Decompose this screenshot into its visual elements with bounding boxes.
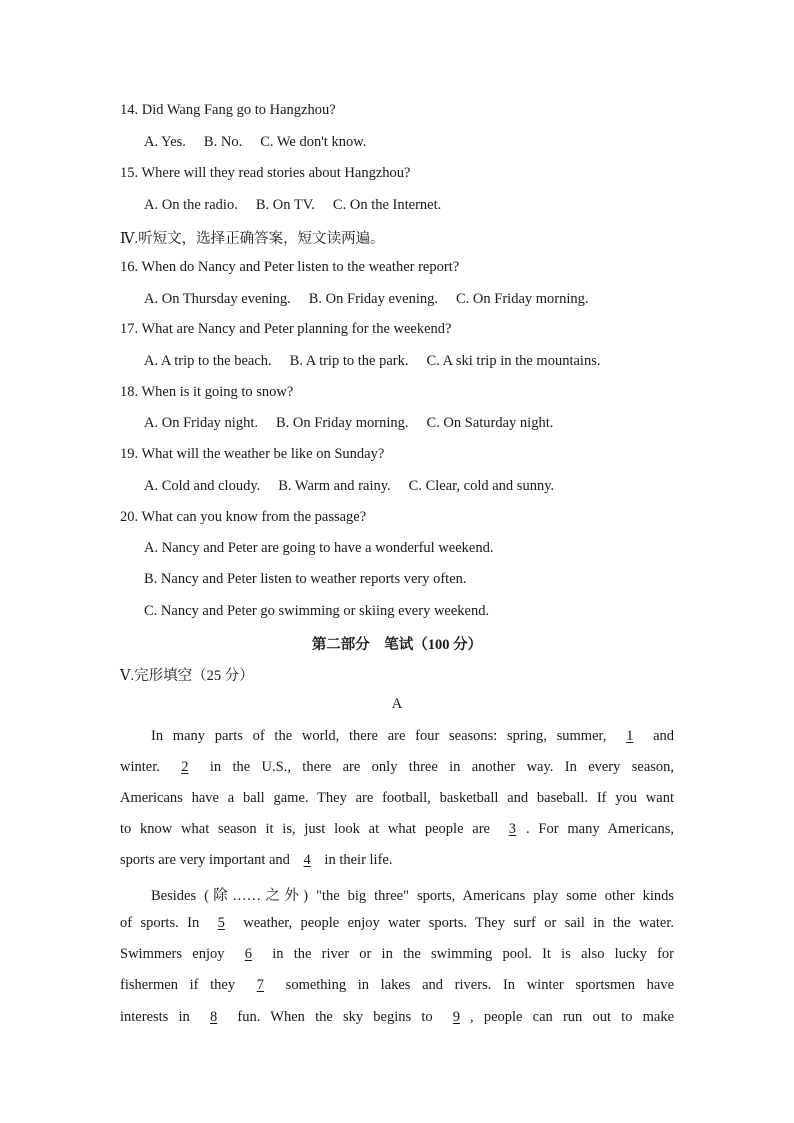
passage-label: A (391, 696, 403, 712)
blank-7[interactable]: 7 (256, 977, 265, 993)
question-20-option-a[interactable]: A. Nancy and Peter are going to have a wonderful weekend. (144, 540, 494, 556)
option-a[interactable]: A. On Thursday evening. (144, 291, 291, 307)
question-15-options (144, 197, 441, 214)
option-c[interactable]: C. We don't know. (260, 134, 367, 150)
question-19-options (144, 478, 554, 495)
option-b[interactable]: B. On TV. (255, 197, 315, 213)
blank-5[interactable]: 5 (217, 915, 225, 931)
passage-line: Besides (除……之外) "the big three" sports, Americans play some other kinds (151, 888, 674, 904)
passage-line: Swimmers enjoy 6 in the river or in the swimming pool. It is also lucky for (120, 946, 675, 962)
option-c[interactable]: C. On Friday morning. (456, 291, 589, 307)
passage-line: interests in 8 fun. When the sky begins to 9 , people can run out to make (120, 1009, 675, 1025)
passage-line: fishermen if they 7 something in lakes and rivers. In winter sportsmen have (120, 977, 675, 993)
question-15-stem: 15. Where will they read stories about Hangzhou? (120, 165, 411, 181)
question-20-option-c[interactable]: C. Nancy and Peter go swimming or skiing every weekend. (144, 603, 490, 619)
option-b[interactable]: B. Warm and rainy. (278, 478, 391, 494)
blank-3[interactable]: 3 (508, 821, 517, 837)
option-b[interactable]: B. A trip to the park. (289, 353, 409, 369)
option-c[interactable]: C. A ski trip in the mountains. (426, 353, 601, 369)
question-14-options (144, 134, 366, 151)
passage-line: In many parts of the world, there are four seasons: spring, summer, 1 and (151, 728, 675, 744)
option-b[interactable]: B. No. (203, 134, 243, 150)
question-18-stem: 18. When is it going to snow? (120, 384, 294, 400)
option-a[interactable]: A. Yes. (144, 134, 186, 150)
question-18-options (144, 415, 553, 432)
passage-line: to know what season it is, just look at what people are 3 . For many Americans, (120, 821, 674, 837)
question-17-options (144, 353, 600, 370)
blank-2[interactable]: 2 (181, 759, 189, 775)
question-16-options (144, 291, 589, 308)
question-16-stem: 16. When do Nancy and Peter listen to the weather report? (120, 259, 460, 275)
option-c[interactable]: C. On the Internet. (332, 197, 442, 213)
blank-6[interactable]: 6 (244, 946, 252, 962)
question-17-stem: 17. What are Nancy and Peter planning for the weekend? (120, 321, 452, 337)
option-a[interactable]: A. A trip to the beach. (144, 353, 272, 369)
passage-line: Americans have a ball game. They are football, basketball and baseball. If you want (120, 790, 674, 806)
blank-4[interactable]: 4 (303, 852, 311, 868)
passage-line: winter. 2 in the U.S., there are only three in another way. In every season, (120, 759, 675, 775)
section-5-title: Ⅴ.完形填空（25 分） (120, 668, 254, 684)
option-c[interactable]: C. Clear, cold and sunny. (408, 478, 555, 494)
passage-line: of sports. In 5 weather, people enjoy water sports. They surf or sail in the water. (120, 915, 675, 931)
question-20-stem: 20. What can you know from the passage? (120, 509, 367, 525)
question-19-stem: 19. What will the weather be like on Sunday? (120, 446, 385, 462)
blank-8[interactable]: 8 (209, 1009, 218, 1025)
option-b[interactable]: B. On Friday morning. (275, 415, 409, 431)
blank-1[interactable]: 1 (626, 728, 634, 744)
section-4-title: Ⅳ.听短文，选择正确答案，短文读两遍。 (120, 231, 385, 247)
option-a[interactable]: A. On Friday night. (144, 415, 258, 431)
blank-9[interactable]: 9 (452, 1009, 461, 1025)
question-20-option-b[interactable]: B. Nancy and Peter listen to weather reports very often. (144, 571, 467, 587)
option-a[interactable]: A. On the radio. (144, 197, 238, 213)
question-14-stem: 14. Did Wang Fang go to Hangzhou? (120, 102, 336, 118)
option-b[interactable]: B. On Friday evening. (308, 291, 439, 307)
passage-line: sports are very important and 4 in their life. (120, 852, 393, 868)
part-2-title: 第二部分 笔试（100 分） (311, 637, 483, 653)
option-c[interactable]: C. On Saturday night. (426, 415, 554, 431)
option-a[interactable]: A. Cold and cloudy. (144, 478, 261, 494)
